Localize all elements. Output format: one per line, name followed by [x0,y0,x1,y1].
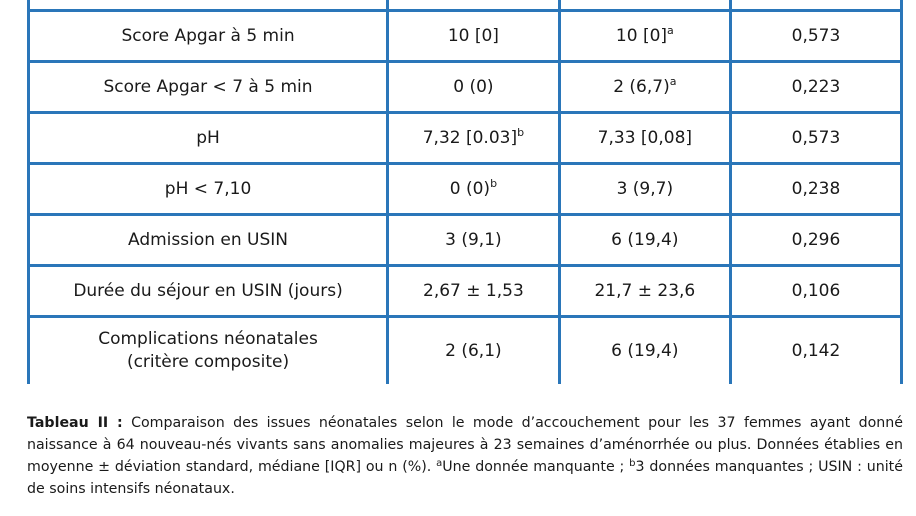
neonatal-outcomes-table [27,0,903,384]
group1-value: 2,67 ± 1,53 [389,267,558,315]
group2-value: 6 (19,4) [561,216,729,264]
table-header-remnant-row [30,0,900,9]
group2-value: 3 (9,7) [561,165,729,213]
p-value: 0,223 [732,63,900,111]
data-table [27,0,903,387]
table-caption [27,412,903,500]
row-label: pH < 7,10 [30,165,386,213]
footnote-marker-a: a [436,458,443,469]
group2-value: 6 (19,4) [561,318,729,384]
group1-value: 2 (6,1) [389,318,558,384]
footnote-marker-b: b [629,458,636,469]
row-label: Complications néonatales (critère composite) [30,318,386,384]
group1-value: 3 (9,1) [389,216,558,264]
table-row [30,267,900,315]
row-label: pH [30,114,386,162]
caption-text: 3 données manquantes ; USIN : unité de soins intensifs néonataux. [27,459,903,497]
table-row [30,12,900,60]
row-label: Score Apgar à 5 min [30,12,386,60]
p-value: 0,573 [732,114,900,162]
p-value: 0,106 [732,267,900,315]
group2-value: 21,7 ± 23,6 [561,267,729,315]
table-row [30,63,900,111]
table-row [30,165,900,213]
p-value: 0,142 [732,318,900,384]
row-label: Score Apgar < 7 à 5 min [30,63,386,111]
group1-value: 0 $(0)^b$ [389,165,558,213]
group1-value: 0 (0) [389,63,558,111]
row-label: Durée du séjour en USIN (jours) [30,267,386,315]
group2-value: 2 $(6,7)^a$ [561,63,729,111]
row-label: Admission en USIN [30,216,386,264]
p-value: 0,573 [732,12,900,60]
p-value: 0,296 [732,216,900,264]
caption-text: Comparaison des issues néonatales selon le mode d’accouchement pour les 37 femmes ayant donné naissance à 64 nouveau-nés vivants sans anomalies majeures à 23 semaines d’aménorrhée ou plus. Données établies en moyenne ± déviation standard, médiane [IQR] ou n (%). [27,415,903,475]
caption-text: Une donnée manquante ; [442,459,630,475]
group2-value: 10 $[0]^a$ [561,12,729,60]
group1-value: 7,32 $[0.03]^b$ [389,114,558,162]
table-row [30,114,900,162]
p-value: 0,238 [732,165,900,213]
caption-label: Tableau II : [27,415,123,431]
table-row [30,318,900,384]
group2-value: 7,33 [0,08] [561,114,729,162]
group1-value: 10 [0] [389,12,558,60]
table-row [30,216,900,264]
